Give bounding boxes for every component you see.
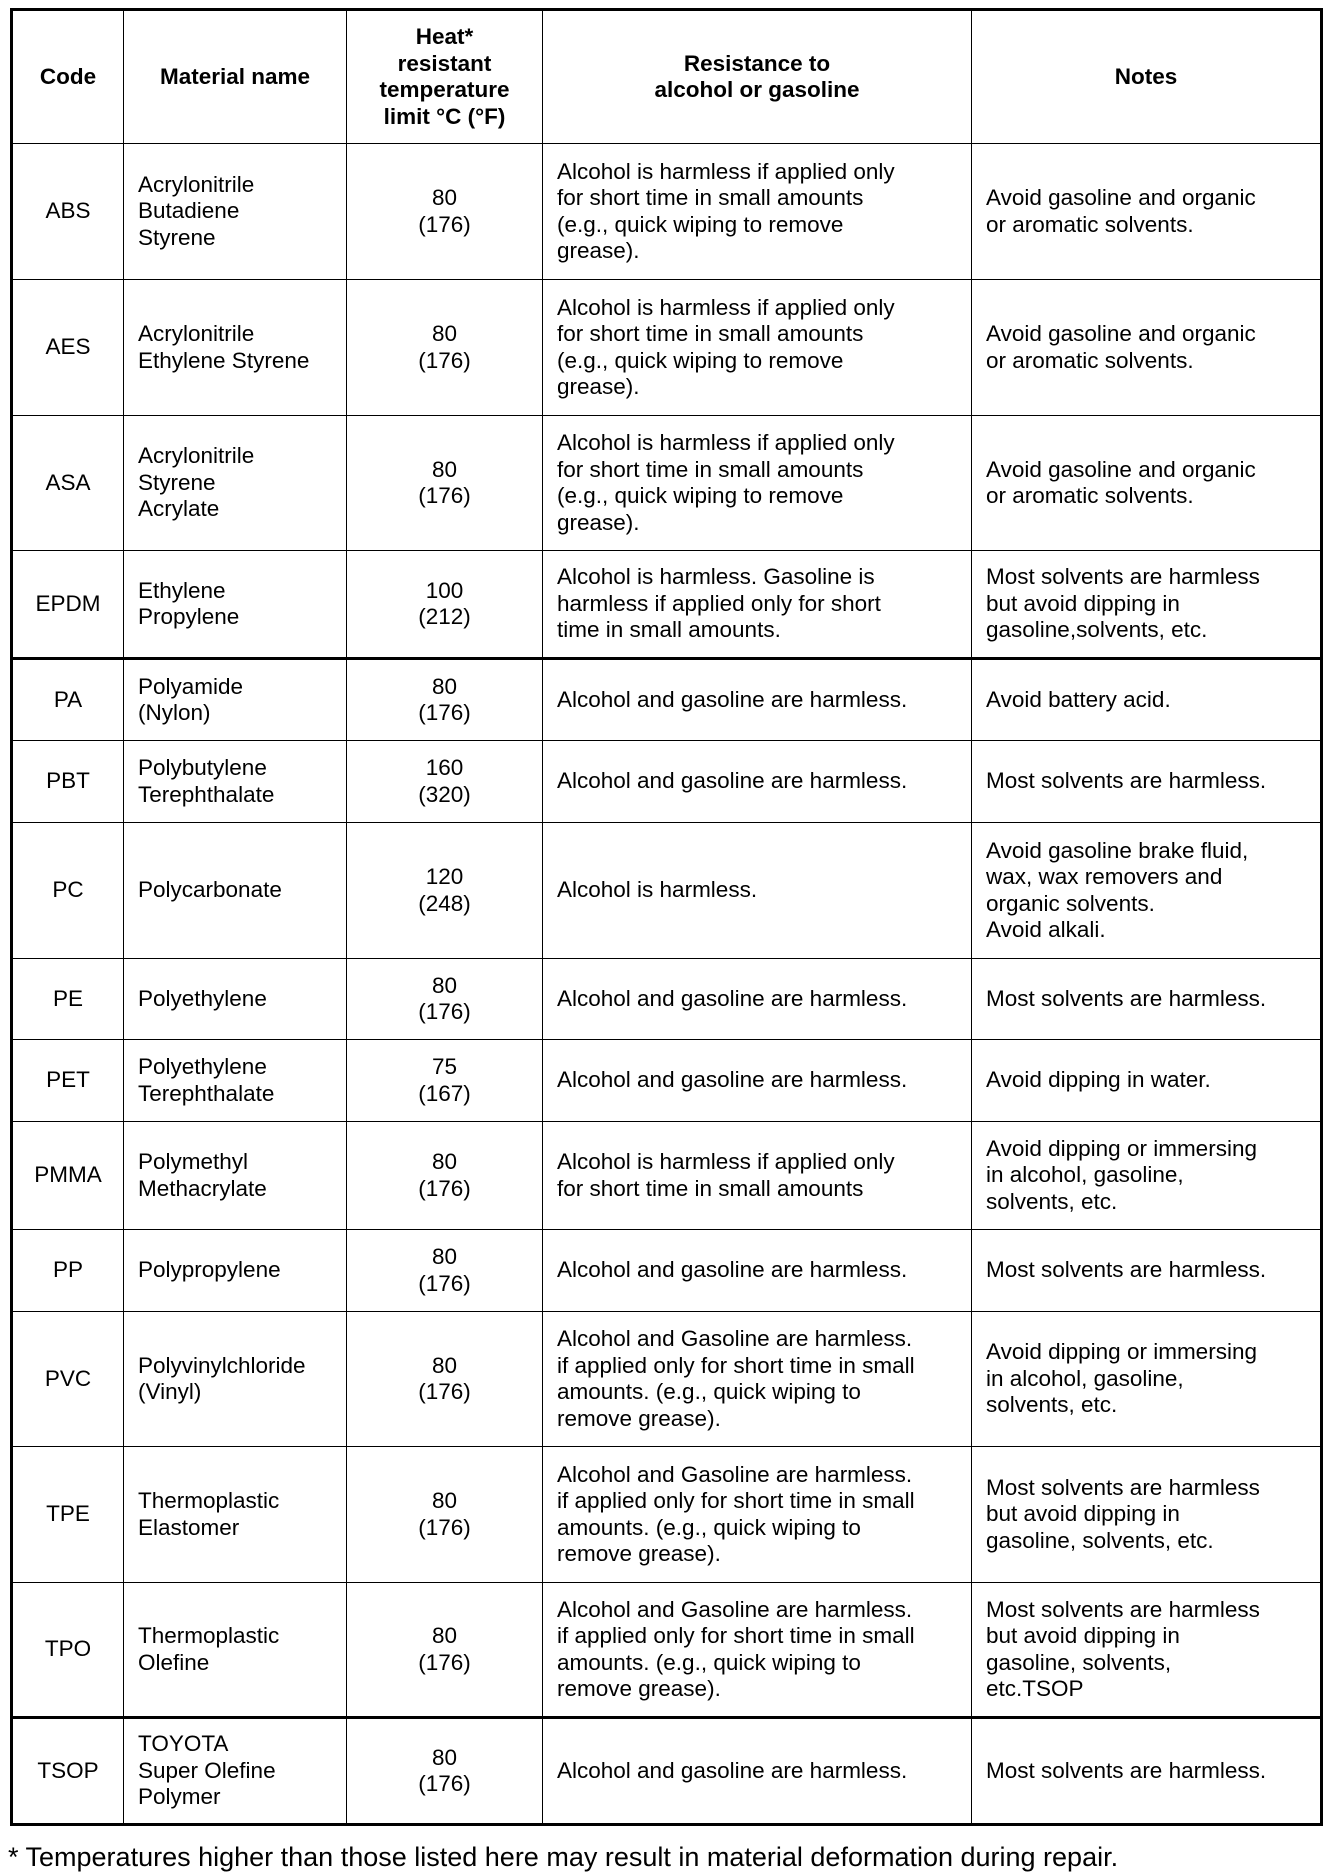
table-row: [12, 1447, 1322, 1583]
cell-material: Polyvinylchloride (Vinyl): [124, 1312, 347, 1447]
cell-notes: Most solvents are harmless.: [972, 741, 1322, 823]
cell-resistance: Alcohol is harmless.: [543, 823, 972, 959]
cell-resistance: Alcohol and Gasoline are harmless. if applied only for short time in small amounts. (e.g., quick wiping to remove grease).: [543, 1312, 972, 1447]
cell-notes: Avoid dipping or immersing in alcohol, gasoline, solvents, etc.: [972, 1122, 1322, 1230]
plastics-table: [10, 8, 1323, 1826]
cell-heat: 80 (176): [347, 1447, 543, 1583]
footnote: * Temperatures higher than those listed here may result in material deformation during repair.: [8, 1842, 1119, 1872]
cell-heat: 80 (176): [347, 1122, 543, 1230]
cell-heat: 80 (176): [347, 416, 543, 551]
cell-notes: Avoid dipping in water.: [972, 1040, 1322, 1122]
cell-code: AES: [12, 280, 124, 416]
header-row: [12, 10, 1322, 144]
table-row: [12, 280, 1322, 416]
table-row: [12, 823, 1322, 959]
table-row: [12, 1583, 1322, 1718]
cell-resistance: Alcohol is harmless if applied only for short time in small amounts (e.g., quick wiping to remove grease).: [543, 144, 972, 280]
cell-material: Acrylonitrile Styrene Acrylate: [124, 416, 347, 551]
cell-code: PE: [12, 959, 124, 1040]
cell-resistance: Alcohol is harmless if applied only for short time in small amounts (e.g., quick wiping to remove grease).: [543, 280, 972, 416]
cell-notes: Most solvents are harmless.: [972, 1230, 1322, 1312]
table-row: [12, 1312, 1322, 1447]
cell-heat: 160 (320): [347, 741, 543, 823]
cell-material: Acrylonitrile Ethylene Styrene: [124, 280, 347, 416]
cell-code: ASA: [12, 416, 124, 551]
cell-heat: 80 (176): [347, 659, 543, 741]
cell-material: Polyethylene: [124, 959, 347, 1040]
cell-resistance: Alcohol and gasoline are harmless.: [543, 959, 972, 1040]
cell-material: Polymethyl Methacrylate: [124, 1122, 347, 1230]
cell-resistance: Alcohol and gasoline are harmless.: [543, 1230, 972, 1312]
table-row: [12, 1230, 1322, 1312]
cell-heat: 80 (176): [347, 1583, 543, 1718]
table-row: [12, 1718, 1322, 1825]
cell-material: Thermoplastic Olefine: [124, 1583, 347, 1718]
cell-code: TSOP: [12, 1718, 124, 1825]
header-heat: Heat* resistant temperature limit °C (°F): [347, 10, 543, 144]
cell-notes: Most solvents are harmless but avoid dipping in gasoline, solvents, etc.TSOP: [972, 1583, 1322, 1718]
cell-material: Acrylonitrile Butadiene Styrene: [124, 144, 347, 280]
cell-material: Polybutylene Terephthalate: [124, 741, 347, 823]
cell-notes: Most solvents are harmless but avoid dipping in gasoline, solvents, etc.: [972, 1447, 1322, 1583]
cell-resistance: Alcohol is harmless if applied only for short time in small amounts: [543, 1122, 972, 1230]
cell-code: TPE: [12, 1447, 124, 1583]
cell-code: PET: [12, 1040, 124, 1122]
table-row: [12, 1122, 1322, 1230]
cell-notes: Most solvents are harmless.: [972, 959, 1322, 1040]
header-resistance: Resistance to alcohol or gasoline: [543, 10, 972, 144]
cell-resistance: Alcohol and gasoline are harmless.: [543, 741, 972, 823]
cell-code: PA: [12, 659, 124, 741]
cell-code: PC: [12, 823, 124, 959]
cell-material: Polycarbonate: [124, 823, 347, 959]
cell-material: Ethylene Propylene: [124, 551, 347, 659]
header-code: Code: [12, 10, 124, 144]
header-notes: Notes: [972, 10, 1322, 144]
cell-code: ABS: [12, 144, 124, 280]
cell-material: Polyethylene Terephthalate: [124, 1040, 347, 1122]
cell-resistance: Alcohol and Gasoline are harmless. if applied only for short time in small amounts. (e.g., quick wiping to remove grease).: [543, 1447, 972, 1583]
cell-resistance: Alcohol and gasoline are harmless.: [543, 1040, 972, 1122]
cell-notes: Most solvents are harmless.: [972, 1718, 1322, 1825]
cell-resistance: Alcohol and gasoline are harmless.: [543, 1718, 972, 1825]
cell-notes: Avoid gasoline and organic or aromatic solvents.: [972, 416, 1322, 551]
cell-notes: Most solvents are harmless but avoid dipping in gasoline,solvents, etc.: [972, 551, 1322, 659]
table-row: [12, 144, 1322, 280]
cell-heat: 80 (176): [347, 144, 543, 280]
cell-heat: 80 (176): [347, 959, 543, 1040]
cell-material: Polyamide (Nylon): [124, 659, 347, 741]
cell-material: Polypropylene: [124, 1230, 347, 1312]
table-row: [12, 741, 1322, 823]
cell-code: TPO: [12, 1583, 124, 1718]
cell-resistance: Alcohol is harmless if applied only for short time in small amounts (e.g., quick wiping to remove grease).: [543, 416, 972, 551]
cell-code: PP: [12, 1230, 124, 1312]
cell-heat: 100 (212): [347, 551, 543, 659]
cell-code: PVC: [12, 1312, 124, 1447]
cell-resistance: Alcohol and Gasoline are harmless. if applied only for short time in small amounts. (e.g., quick wiping to remove grease).: [543, 1583, 972, 1718]
cell-resistance: Alcohol and gasoline are harmless.: [543, 659, 972, 741]
cell-material: TOYOTA Super Olefine Polymer: [124, 1718, 347, 1825]
cell-notes: Avoid dipping or immersing in alcohol, gasoline, solvents, etc.: [972, 1312, 1322, 1447]
cell-heat: 80 (176): [347, 1230, 543, 1312]
cell-notes: Avoid gasoline and organic or aromatic solvents.: [972, 280, 1322, 416]
table-row: [12, 551, 1322, 659]
cell-heat: 80 (176): [347, 1312, 543, 1447]
cell-notes: Avoid battery acid.: [972, 659, 1322, 741]
cell-resistance: Alcohol is harmless. Gasoline is harmless if applied only for short time in small amounts.: [543, 551, 972, 659]
cell-notes: Avoid gasoline and organic or aromatic solvents.: [972, 144, 1322, 280]
table-row: [12, 1040, 1322, 1122]
table-row: [12, 659, 1322, 741]
cell-heat: 75 (167): [347, 1040, 543, 1122]
cell-heat: 80 (176): [347, 280, 543, 416]
cell-heat: 80 (176): [347, 1718, 543, 1825]
cell-notes: Avoid gasoline brake fluid, wax, wax removers and organic solvents. Avoid alkali.: [972, 823, 1322, 959]
header-material: Material name: [124, 10, 347, 144]
cell-code: PBT: [12, 741, 124, 823]
cell-material: Thermoplastic Elastomer: [124, 1447, 347, 1583]
cell-code: EPDM: [12, 551, 124, 659]
cell-heat: 120 (248): [347, 823, 543, 959]
cell-code: PMMA: [12, 1122, 124, 1230]
table-row: [12, 416, 1322, 551]
table-row: [12, 959, 1322, 1040]
